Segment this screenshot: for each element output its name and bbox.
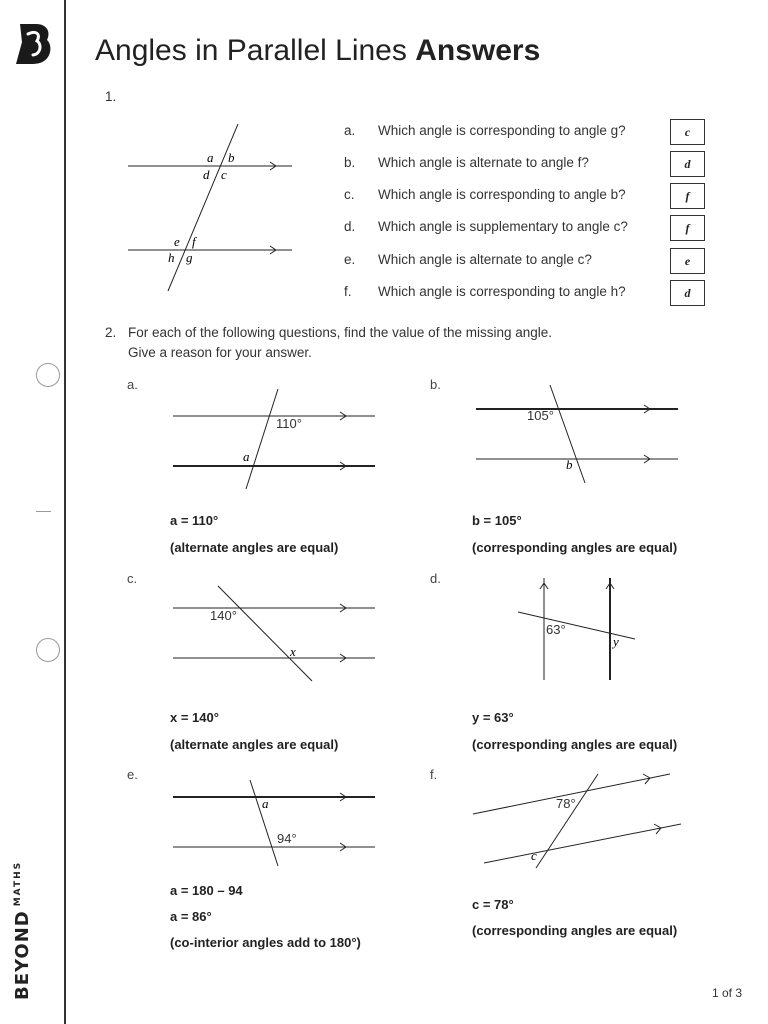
q2d-answer-line1: y = 63° xyxy=(472,710,514,725)
q2-part-letter: d. xyxy=(430,571,441,586)
page-number: 1 of 3 xyxy=(711,986,742,1000)
q1-label-e: e xyxy=(174,234,180,249)
q1-item-letter: f. xyxy=(344,284,352,299)
margin-rule xyxy=(64,0,66,1024)
q1-number: 1. xyxy=(105,89,117,104)
q2f-answer-line2: (corresponding angles are equal) xyxy=(472,923,678,938)
q2a-given-label: 110° xyxy=(276,416,302,431)
q2e-diagram xyxy=(170,775,380,875)
q1-item-letter: c. xyxy=(344,187,355,202)
q1-item-text: Which angle is corresponding to angle g? xyxy=(378,123,626,138)
brand-main: BEYOND xyxy=(12,910,33,1000)
brand-sub: MATHS xyxy=(13,860,23,907)
title-bold: Answers xyxy=(415,34,541,67)
q2c-diagram xyxy=(170,580,380,690)
q2-number: 2. xyxy=(105,325,117,340)
title-main: Angles in Parallel Lines xyxy=(95,34,407,67)
q2f-given-label: 78° xyxy=(556,796,576,811)
q1-answer-box: e xyxy=(670,248,705,274)
q2f-diagram xyxy=(470,766,685,876)
q1-label-d: d xyxy=(203,167,210,182)
q2-part-letter: c. xyxy=(127,571,138,586)
q2b-diagram xyxy=(474,380,684,490)
q1-answer-box: d xyxy=(670,280,705,306)
q2a-answer-line2: (alternate angles are equal) xyxy=(170,540,339,555)
q1-label-h: h xyxy=(168,250,175,265)
q2-part-letter: a. xyxy=(127,377,138,392)
q1-label-a: a xyxy=(207,150,214,165)
binder-hole-bottom xyxy=(36,638,60,662)
q2c-answer-line2: (alternate angles are equal) xyxy=(170,737,339,752)
q2c-answer-line1: x = 140° xyxy=(170,710,219,725)
beyond-logo-icon xyxy=(14,22,54,66)
q1-item-text: Which angle is alternate to angle c? xyxy=(378,252,592,267)
q2b-unknown-label: b xyxy=(566,457,573,472)
q1-item-letter: d. xyxy=(344,219,356,234)
q2-part-letter: e. xyxy=(127,767,138,782)
q1-answer-box: f xyxy=(670,215,705,241)
q2e-unknown-label: a xyxy=(262,796,269,811)
q1-item-letter: b. xyxy=(344,155,356,170)
q2f-answer-line1: c = 78° xyxy=(472,897,514,912)
q1-answer-box: c xyxy=(670,119,705,145)
q2d-given-label: 63° xyxy=(546,622,566,637)
q2-part-letter: b. xyxy=(430,377,441,392)
q2c-unknown-label: x xyxy=(290,644,296,659)
q1-diagram xyxy=(120,118,300,298)
q2-part-letter: f. xyxy=(430,767,438,782)
q1-label-f: f xyxy=(192,234,196,249)
q2a-unknown-label: a xyxy=(243,449,250,464)
q2d-unknown-label: y xyxy=(613,634,619,649)
q2a-diagram xyxy=(170,385,380,495)
q1-item-letter: e. xyxy=(344,252,356,267)
brand-vertical xyxy=(12,861,33,1000)
q2b-answer-line1: b = 105° xyxy=(472,513,522,528)
page-title xyxy=(95,34,540,68)
q1-item-text: Which angle is supplementary to angle c? xyxy=(378,219,628,234)
q1-label-c: c xyxy=(221,167,227,182)
q2a-answer-line1: a = 110° xyxy=(170,513,219,528)
binder-hole-top xyxy=(36,363,60,387)
q2c-given-label: 140° xyxy=(210,608,237,623)
q2b-given-label: 105° xyxy=(527,408,554,423)
q1-label-g: g xyxy=(186,250,193,265)
q2e-answer-line1: a = 180 – 94 xyxy=(170,883,243,898)
q1-answer-box: f xyxy=(670,183,705,209)
q2e-given-label: 94° xyxy=(277,831,297,846)
q1-item-text: Which angle is corresponding to angle h? xyxy=(378,284,626,299)
q2e-answer-line3: (co-interior angles add to 180°) xyxy=(170,935,361,950)
q1-item-letter: a. xyxy=(344,123,356,138)
q2d-diagram xyxy=(510,574,650,686)
q2b-answer-line2: (corresponding angles are equal) xyxy=(472,540,678,555)
q1-answer-box: d xyxy=(670,151,705,177)
q2d-answer-line2: (corresponding angles are equal) xyxy=(472,737,678,752)
q2-instruction-line1: For each of the following questions, find the value of the missing angle. xyxy=(128,325,553,340)
margin-tick xyxy=(36,511,51,512)
q2-instruction-line2: Give a reason for your answer. xyxy=(128,345,312,360)
q1-item-text: Which angle is corresponding to angle b? xyxy=(378,187,626,202)
q1-label-b: b xyxy=(228,150,235,165)
q2f-unknown-label: c xyxy=(531,848,537,863)
q2e-answer-line2: a = 86° xyxy=(170,909,212,924)
q1-item-text: Which angle is alternate to angle f? xyxy=(378,155,589,170)
